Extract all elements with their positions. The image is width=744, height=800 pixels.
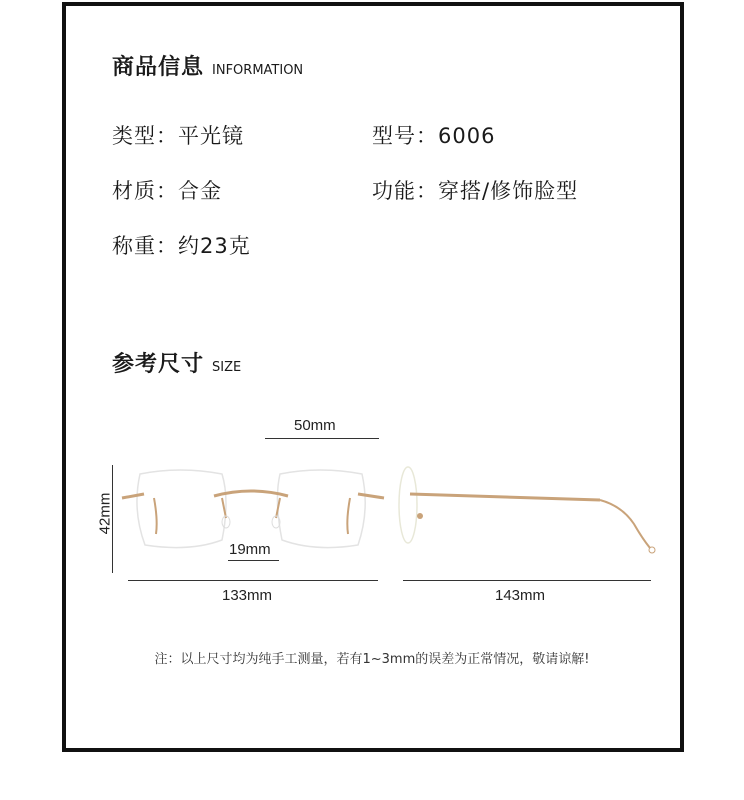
size-title-en: SIZE xyxy=(212,360,242,375)
side-hinge xyxy=(417,513,423,519)
left-endpiece xyxy=(122,494,144,498)
side-temple xyxy=(410,494,600,500)
field-model-value: 6006 xyxy=(438,124,496,148)
field-weight-value: 约23克 xyxy=(178,234,251,258)
left-temple-front xyxy=(154,498,157,534)
info-title-cn: 商品信息 xyxy=(112,55,205,80)
measurement-note: 注：以上尺寸均为纯手工测量，若有1~3mm的误差为正常情况，敬请谅解! xyxy=(154,652,590,667)
temple-end-icon xyxy=(649,547,655,553)
lens-width-line xyxy=(265,438,379,439)
field-material: 材质：合金 xyxy=(112,179,222,203)
frame-width-label: 133mm xyxy=(222,587,273,604)
left-lens xyxy=(137,470,226,548)
field-model: 型号：6006 xyxy=(372,124,496,148)
field-function-value: 穿搭/修饰脸型 xyxy=(438,179,579,203)
frame-width-line xyxy=(128,580,378,581)
field-weight-label: 称重 xyxy=(112,234,156,258)
info-title-en: INFORMATION xyxy=(212,63,304,78)
bridge-line xyxy=(228,560,279,561)
field-type-label: 类型 xyxy=(112,124,156,148)
field-type-value: 平光镜 xyxy=(178,124,244,148)
field-material-value: 合金 xyxy=(178,179,222,203)
field-material-label: 材质 xyxy=(112,179,156,203)
field-function-label: 功能 xyxy=(372,179,416,203)
right-temple-front xyxy=(347,498,350,534)
side-lens xyxy=(399,467,417,543)
field-function: 功能：穿搭/修饰脸型 xyxy=(372,179,579,203)
field-weight: 称重：约23克 xyxy=(112,234,251,258)
side-temple-tip xyxy=(600,500,650,548)
lens-width-label: 50mm xyxy=(294,417,336,434)
bridge-label: 19mm xyxy=(229,541,271,558)
field-type: 类型：平光镜 xyxy=(112,124,244,148)
size-title-cn: 参考尺寸 xyxy=(112,352,205,377)
field-model-label: 型号 xyxy=(372,124,416,148)
temple-length-label: 143mm xyxy=(495,587,546,604)
right-endpiece xyxy=(358,494,384,498)
lens-height-label: 42mm xyxy=(96,492,114,535)
right-lens xyxy=(277,470,365,548)
temple-length-line xyxy=(403,580,651,581)
